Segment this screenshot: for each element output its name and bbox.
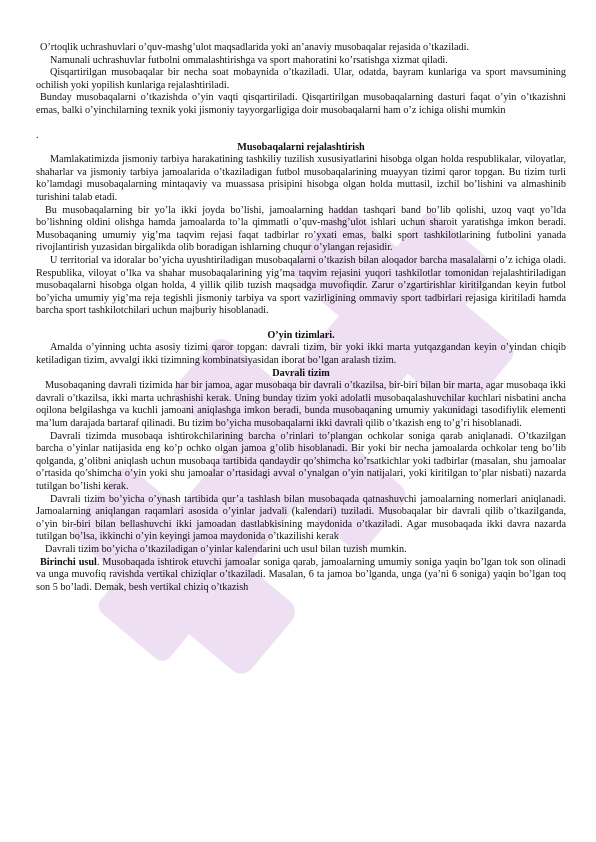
paragraph-points-ranking: Davrali tizimda musobaqa ishtirokchilarining barcha o’rinlari to’plangan ochkolar soniga qarab aniqlanadi. O’tkazilgan barcha o’yinlar natijasida eng ko’p ochko olgan jamoa g’olib hisoblanadi. Bir yoki bir necha jamoalarda ochkolar teng bo’lib qolganda, g’olibni aniqlash uchun musobaqa tartibida qandaydir qo’shimcha ko’rsatkichlar yoki tadbirlar (masalan, shu jamoalar o’rtasida qo’shimcha o’yin yoki shu jamoalar o’rtasidagi avval o’ynalgan o’yin natijalari, yoki kiritilgan to’plar nisbati) nazarda tutilgan bo’lishi kerak. (36, 430, 566, 492)
paragraph-short-competition-program: Bunday musobaqalarni o’tkazishda o’yin vaqti qisqartiriladi. Qisqartirilgan musobaqalarning dasturi faqat o’yin o’tkazishni emas, balki o’yinchilarning texnik yoki jismoniy tayyorgarligiga doir musobaqalarni ham o’z ichiga olishi mumkin (36, 92, 566, 116)
paragraph-avoid-overlap: Bu musobaqalarning bir yo’la ikki joyda bo’lishi, jamoalarning haddan tashqari band bo’lib qolishi, uzoq vaqt yo’lda bo’lishning oldini olishga hamda jamoalarda to’la qimmatli o’quv-mashg’ulot ishlari uchun sharoit yaratishga imkon beradi. Musobaqaning umumiy yig’ma taqvim rejasi faqat tadbirlar ro’yxati emas, balki sport tashkilotlarining futbolini yanada rivojlantirish yuzasidan birgalikda olib boradigan ishlarning chuqur o’ylangan rejasidir. (36, 204, 566, 254)
heading-competition-planning: Musobaqalarni rejalashtirish (237, 141, 365, 153)
heading-game-systems: O’yin tizimlari. (267, 329, 335, 341)
paragraph-calendar-plan: U territorial va idoralar bo’yicha uyushtiriladigan musobaqalarni o’tkazish bilan aloqador barcha masalalarni o’z ichiga oladi. Respublika, viloyat o’lka va shahar musobaqalarining yig’ma taqvim rejasini yuqori tashkilotlar tomonidan rejalashtiriladigan musobaqalarni hisobga olgan holda, 4 yillik qilib tuzish maqsadga muvofiqdir. Zarur o’zgartirishlar kiritilgandan keyin futbol bo’yicha umumiy yig’ma reja tegishli jismoniy tarbiya va sport vazirligining ommaviy sport tadbirlari rejasiga kiritiladi hamda barcha sport tashkilotchilari uchun majburiy hisoblanadi. (36, 254, 566, 317)
paragraph-round-robin-rules: Musobaqaning davrali tizimida har bir jamoa, agar musobaqa bir davrali o’tkazilsa, bir-biri bilan bir marta, agar musobaqa ikki davrali o’tkazilsa, ikki marta uchrashishi kerak. Uning bunday tizim yoki adolatli musobaqalashuvchilar kuchlari nisbatini ancha oqilona belgilashga va kuchli jamoani aniqlashga imkon beradi, bunda musobaqaning umumiy yakunidagi tasodifiylik elementi ma’lum darajada bartaraf qilinadi. Bu tizim bo’yicha musobaqalarni ikki davrali qilib o’tkazish eng to’g’ri hisoblanadi. (36, 380, 566, 430)
stray-dot: . (36, 129, 39, 141)
paragraph-exhibition-matches: Namunali uchrashuvlar futbolni ommalashtirishga va sport mahoratini ko’rsatishga xizmat qiladi. (50, 54, 448, 66)
first-method-label: Birinchi usul (40, 556, 97, 568)
paragraph-friendly-matches: O’rtoqlik uchrashuvlari o’quv-mashg’ulot maqsadlarida yoki an’anaviy musobaqalar rejasida o’tkaziladi. (40, 42, 469, 53)
document-page (36, 42, 566, 594)
paragraph-first-method (36, 557, 566, 595)
paragraph-competition-system: Mamlakatimizda jismoniy tarbiya harakatining tashkiliy tuzilish xususiyatlarini hisobga olgan holda respublikalar, viloyatlar, shaharlar va jismoniy tarbiya jamoalarida o’tkaziladigan futbol musobaqalarining muayyan tizimi qaror topgan. Bu tizim turli ko’lamdagi musobaqalarning mintaqaviy va muassasa prisipini hisobga olgan holda muttasil, izchil bo’lishini va almashinib turishini talab etadi. (36, 154, 566, 203)
paragraph-three-methods: Davrali tizim bo’yicha o’tkaziladigan o’yinlar kalendarini uch usul bilan tuzish mumkin. (45, 543, 407, 555)
heading-round-robin: Davrali tizim (272, 367, 330, 379)
first-method-text: . Musobaqada ishtirok etuvchi jamoalar soniga qarab, jamoalarning umumiy soniga yaqin bo’lgan tok son olinadi va unga muvofiq ravishda vertikal chiziqlar o’tkaziladi. Masalan, 6 ta jamoa bo’lganda, unga (ya’ni 6 soniga) yaqin bo’lgan toq son 5 bo’ladi. Demak, besh vertikal chiziq o’tkazish (36, 556, 566, 593)
paragraph-three-systems: Amalda o’yinning uchta asosiy tizimi qaror topgan: davrali tizim, bir yoki ikki marta yutqazgandan keyin o’yindan chiqib ketiladigan tizim, avvalgi ikki tizimning kombinatsiyasidan iborat bo’lgan aralash tizim. (36, 342, 566, 367)
paragraph-draw-schedule: Davrali tizim bo’yicha o’ynash tartibida qur’a tashlash bilan musobaqada qatnashuvchi jamoalarning nomerlari aniqlanadi. Jamoalarning aniqlangan raqamlari asosida o’yinlar jadvali (kalendari) tuziladi. Musobaqalar bir davrali qilib o’tkazilganda, o’yin bir-biri bilan bellashuvchi ikki jamoadan dastlabkisining maydonida o’tkaziladi. Agar musobaqada ikki davra nazarda tutilgan bo’lsa, ikkinchi o’yin keyingi jamoa maydonida o’tkazilishi kerak (36, 493, 566, 543)
paragraph-short-competitions: Qisqartirilgan musobaqalar bir necha soat mobaynida o’tkaziladi. Ular, odatda, bayram kunlariga va sport mavsumining ochilish yoki yopilish kunlariga rejalashtiriladi. (36, 67, 566, 91)
